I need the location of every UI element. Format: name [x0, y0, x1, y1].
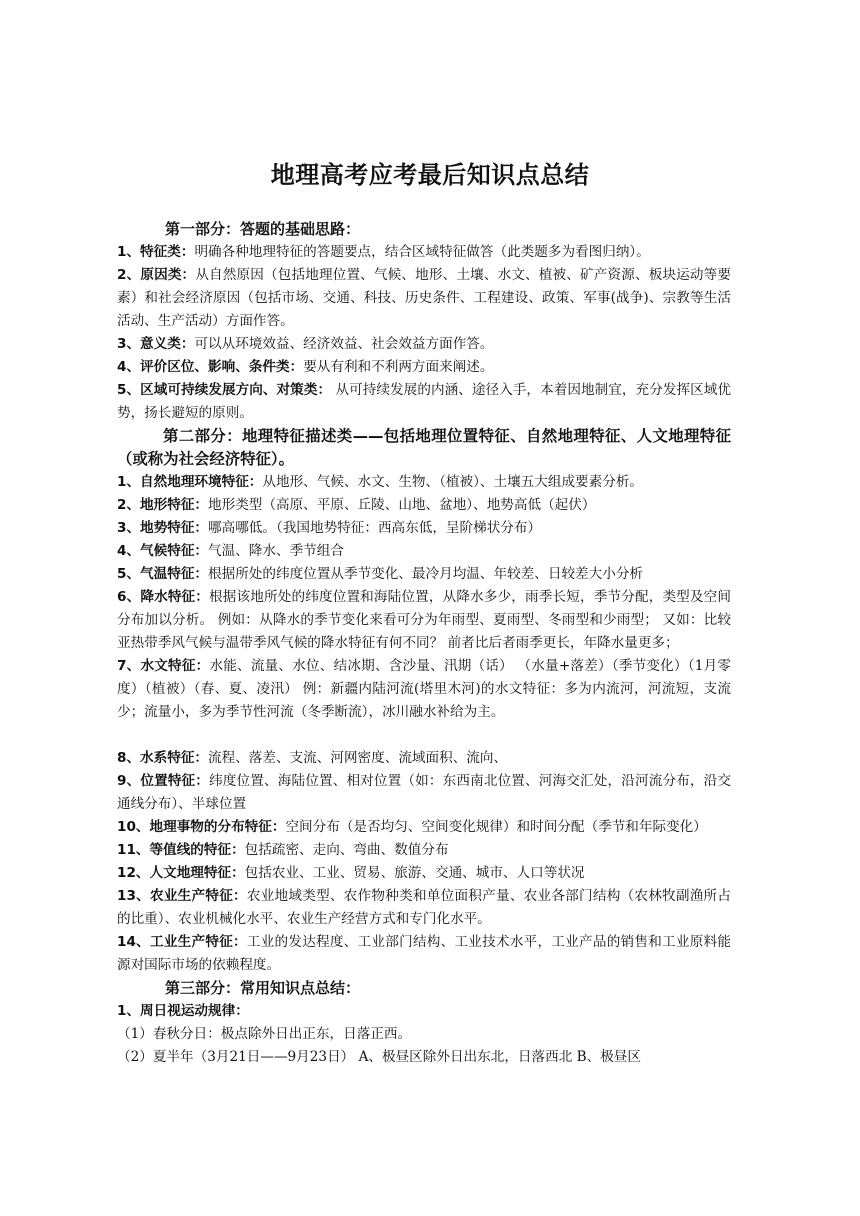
item-label: 9、位置特征： — [117, 773, 210, 789]
item-label: 5、区域可持续发展方向、对策类： — [117, 382, 332, 398]
item-text: 水能、流量、水位、结冰期、含沙量、汛期（话） （水量+落差）（季节变化）（1月零度）（植被）（春、夏、凌汛） 例：新疆内陆河流(塔里木河)的水文特征：多为内流河，河流短，支流少；流量小，多为季节性河流（冬季断流），冰川融水补给为主。 — [117, 658, 731, 720]
item-text: 气温、降水、季节组合 — [208, 543, 344, 559]
section-heading-part3: 第三部分：常用知识点总结： — [165, 979, 361, 997]
item-text: 农业地域类型、农作物种类和单位面积产量、农业各部门结构（农林牧副渔所占的比重）、农业机械化水平、农业生产经营方式和专门化水平。 — [117, 888, 731, 927]
item-text: 从自然原因（包括地理位置、气候、地形、土壤、水文、植被、矿产资源、板块运动等要素）和社会经济原因（包括市场、交通、科技、历史条件、工程建设、政策、军事(战争)、宗教等生活活动、生产活动）方面作答。 — [117, 267, 731, 329]
item-label: 4、气候特征： — [117, 543, 209, 559]
list-item — [117, 839, 731, 862]
item-label: 1、特征类： — [117, 244, 195, 260]
list-item — [117, 747, 731, 770]
item-label: 10、地理事物的分布特征： — [117, 819, 286, 835]
list-item — [117, 816, 731, 839]
item-label: 13、农业生产特征： — [117, 888, 247, 904]
list-item — [117, 264, 731, 333]
item-label: 5、气温特征： — [117, 566, 209, 582]
item-label: 6、降水特征： — [117, 589, 210, 605]
item-text: 包括农业、工业、贸易、旅游、交通、城市、人口等状况 — [244, 865, 585, 881]
item-text: 根据该地所处的纬度位置和海陆位置，从降水多少，雨季长短，季节分配，类型及空间分布加以分析。 例如：从降水的季节变化来看可分为年雨型、夏雨型、冬雨型和少雨型； 又如：比较亚热带季风气候与温带季风气候的降水特征有何不同？ 前者比后者雨季更长，年降水量更多； — [117, 589, 731, 651]
item-label: 11、等值线的特征： — [117, 842, 245, 858]
list-item — [117, 241, 731, 264]
item-text: 要从有利和不利两方面来阐述。 — [303, 359, 494, 375]
item-label: 3、意义类： — [117, 336, 195, 352]
item-text: 哪高哪低。（我国地势特征：西高东低，呈阶梯状分布） — [208, 520, 542, 536]
list-item — [117, 563, 731, 586]
section-heading-part1: 第一部分：答题的基础思路： — [165, 220, 361, 238]
subheading: 1、周日视运动规律： — [117, 1003, 249, 1019]
section-heading-part2: 第二部分：地理特征描述类——包括地理位置特征、自然地理特征、人文地理特征（或称为社会经济特征）。 — [117, 427, 731, 468]
item-text: 根据所处的纬度位置从季节变化、最冷月均温、年较差、日较差大小分析 — [208, 566, 644, 582]
list-item: （1）春秋分日：极点除外日出正东，日落正西。 — [117, 1026, 412, 1042]
item-text: 从地形、气候、水文、生物、（植被）、土壤五大组成要素分析。 — [262, 474, 644, 490]
item-text: 从可持续发展的内涵、途径入手，本着因地制宜，充分发挥区域优势，扬长避短的原则。 — [117, 382, 731, 421]
item-text: 流程、落差、支流、河网密度、流域面积、流向、 — [208, 750, 508, 766]
item-text: 可以从环境效益、经济效益、社会效益方面作答。 — [194, 336, 494, 352]
item-text: 工业的发达程度、工业部门结构、工业技术水平，工业产品的销售和工业原料能源对国际市场的依赖程度。 — [117, 934, 731, 973]
item-label: 2、原因类： — [117, 267, 196, 283]
list-item — [117, 862, 731, 885]
item-label: 4、评价区位、影响、条件类： — [117, 359, 304, 375]
list-item — [117, 356, 731, 379]
item-text: 纬度位置、海陆位置、相对位置（如：东西南北位置、河海交汇处，沿河流分布，沿交通线分布）、半球位置 — [117, 773, 731, 812]
item-text: 地形类型（高原、平原、丘陵、山地、盆地）、地势高低（起伏） — [208, 497, 596, 513]
page-title: 地理高考应考最后知识点总结 — [270, 161, 590, 189]
list-item — [117, 471, 731, 494]
item-text: 明确各种地理特征的答题要点，结合区域特征做答（此类题多为看图归纳）。 — [194, 244, 650, 260]
list-item — [117, 333, 731, 356]
list-item — [117, 885, 731, 931]
list-item — [117, 494, 731, 517]
list-item — [117, 540, 731, 563]
item-label: 14、工业生产特征： — [117, 934, 247, 950]
item-label: 2、地形特征： — [117, 497, 209, 513]
list-item — [117, 586, 731, 655]
list-item — [117, 517, 731, 540]
item-text: 包括疏密、走向、弯曲、数值分布 — [244, 842, 449, 858]
list-item — [117, 379, 731, 425]
item-label: 3、地势特征： — [117, 520, 209, 536]
item-label: 7、水文特征： — [117, 658, 210, 674]
item-label: 8、水系特征： — [117, 750, 209, 766]
list-item — [117, 770, 731, 816]
list-item: （2）夏半年（3月21日——9月23日） A、极昼区除外日出东北，日落西北 B、极昼区 — [117, 1049, 641, 1065]
list-item — [117, 931, 731, 977]
blank-line — [117, 724, 731, 747]
item-text: 空间分布（是否均匀、空间变化规律）和时间分配（季节和年际变化） — [285, 819, 707, 835]
document-body — [117, 218, 731, 1069]
list-item — [117, 655, 731, 724]
item-label: 1、自然地理环境特征： — [117, 474, 263, 490]
item-label: 12、人文地理特征： — [117, 865, 245, 881]
